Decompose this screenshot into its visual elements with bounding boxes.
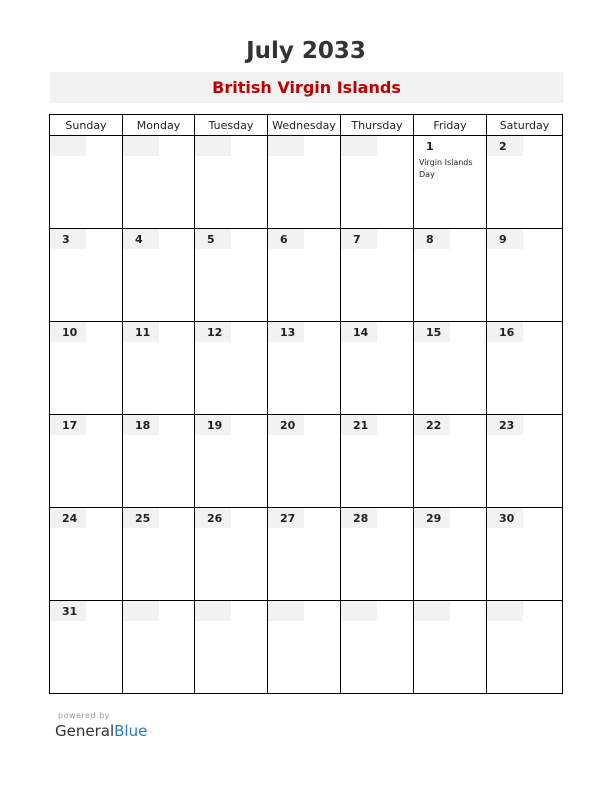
day-number: 19 — [195, 415, 231, 435]
day-number: 5 — [195, 229, 231, 249]
day-cell — [414, 136, 487, 229]
page-title: July 2033 — [246, 38, 366, 64]
day-cell — [268, 508, 341, 601]
brand-general: General — [55, 722, 115, 740]
day-number: 3 — [50, 229, 86, 249]
day-cell — [50, 601, 123, 694]
day-cell — [195, 508, 268, 601]
empty-day-marker — [50, 136, 86, 156]
day-cell — [487, 508, 563, 601]
day-number: 9 — [487, 229, 523, 249]
day-cell — [341, 229, 414, 322]
day-number: 16 — [487, 322, 523, 342]
day-number: 17 — [50, 415, 86, 435]
weekday-sunday: Sunday — [50, 115, 123, 136]
weekday-saturday: Saturday — [487, 115, 563, 136]
weekday-friday: Friday — [414, 115, 487, 136]
weekday-wednesday: Wednesday — [268, 115, 341, 136]
week-row — [50, 601, 563, 694]
day-number: 8 — [414, 229, 450, 249]
day-number: 21 — [341, 415, 377, 435]
day-number: 30 — [487, 508, 523, 528]
day-cell — [487, 322, 563, 415]
brand-logo — [55, 722, 147, 740]
day-cell — [487, 136, 563, 229]
day-number: 2 — [487, 136, 523, 156]
empty-day-marker — [195, 601, 231, 621]
day-number: 1 — [426, 140, 434, 153]
day-number: 12 — [195, 322, 231, 342]
day-cell — [341, 601, 414, 694]
day-cell — [50, 415, 123, 508]
day-number: 27 — [268, 508, 304, 528]
empty-day-marker — [268, 136, 304, 156]
day-cell — [268, 322, 341, 415]
weekday-thursday: Thursday — [341, 115, 414, 136]
day-cell — [487, 601, 563, 694]
day-cell — [268, 136, 341, 229]
day-cell — [123, 136, 195, 229]
empty-day-marker — [341, 601, 377, 621]
day-number: 26 — [195, 508, 231, 528]
empty-day-marker — [268, 601, 304, 621]
week-row — [50, 322, 563, 415]
week-row — [50, 136, 563, 229]
empty-day-marker — [123, 601, 159, 621]
country-name: British Virgin Islands — [212, 78, 401, 97]
day-number: 15 — [414, 322, 450, 342]
day-number: 10 — [50, 322, 86, 342]
week-row — [50, 229, 563, 322]
day-cell — [414, 322, 487, 415]
day-number: 14 — [341, 322, 377, 342]
day-number: 28 — [341, 508, 377, 528]
day-cell — [50, 322, 123, 415]
day-cell — [50, 508, 123, 601]
brand-blue: Blue — [114, 722, 148, 740]
weekday-monday: Monday — [123, 115, 195, 136]
empty-day-marker — [123, 136, 159, 156]
day-number: 7 — [341, 229, 377, 249]
day-number: 11 — [123, 322, 159, 342]
empty-day-marker — [195, 136, 231, 156]
week-row — [50, 508, 563, 601]
day-number: 20 — [268, 415, 304, 435]
day-cell — [195, 415, 268, 508]
day-number: 13 — [268, 322, 304, 342]
day-cell — [341, 136, 414, 229]
day-number: 31 — [50, 601, 86, 621]
day-cell — [123, 229, 195, 322]
day-cell — [341, 322, 414, 415]
weekday-tuesday: Tuesday — [195, 115, 268, 136]
empty-day-marker — [341, 136, 377, 156]
day-number: 4 — [123, 229, 159, 249]
day-cell — [414, 601, 487, 694]
day-cell — [268, 415, 341, 508]
day-cell — [123, 322, 195, 415]
day-cell — [195, 601, 268, 694]
day-number: 29 — [414, 508, 450, 528]
day-cell — [341, 508, 414, 601]
day-cell — [123, 601, 195, 694]
day-cell — [414, 415, 487, 508]
day-cell — [414, 229, 487, 322]
day-cell — [414, 508, 487, 601]
weekday-header-row — [50, 115, 563, 136]
holiday-label: Virgin Islands Day — [419, 158, 473, 179]
empty-day-marker — [487, 601, 523, 621]
day-cell — [195, 229, 268, 322]
powered-by-label: powered by — [58, 711, 110, 720]
day-cell — [50, 136, 123, 229]
country-banner — [50, 72, 563, 103]
day-number: 24 — [50, 508, 86, 528]
day-cell — [123, 508, 195, 601]
day-cell — [341, 415, 414, 508]
day-number: 18 — [123, 415, 159, 435]
day-cell — [268, 229, 341, 322]
day-number: 25 — [123, 508, 159, 528]
day-number: 23 — [487, 415, 523, 435]
day-cell — [487, 229, 563, 322]
calendar-grid — [49, 114, 563, 694]
day-cell — [50, 229, 123, 322]
day-number: 6 — [268, 229, 304, 249]
day-cell — [195, 322, 268, 415]
empty-day-marker — [414, 601, 450, 621]
day-number: 22 — [414, 415, 450, 435]
day-cell — [487, 415, 563, 508]
day-cell — [195, 136, 268, 229]
day-cell — [268, 601, 341, 694]
day-cell — [123, 415, 195, 508]
week-row — [50, 415, 563, 508]
